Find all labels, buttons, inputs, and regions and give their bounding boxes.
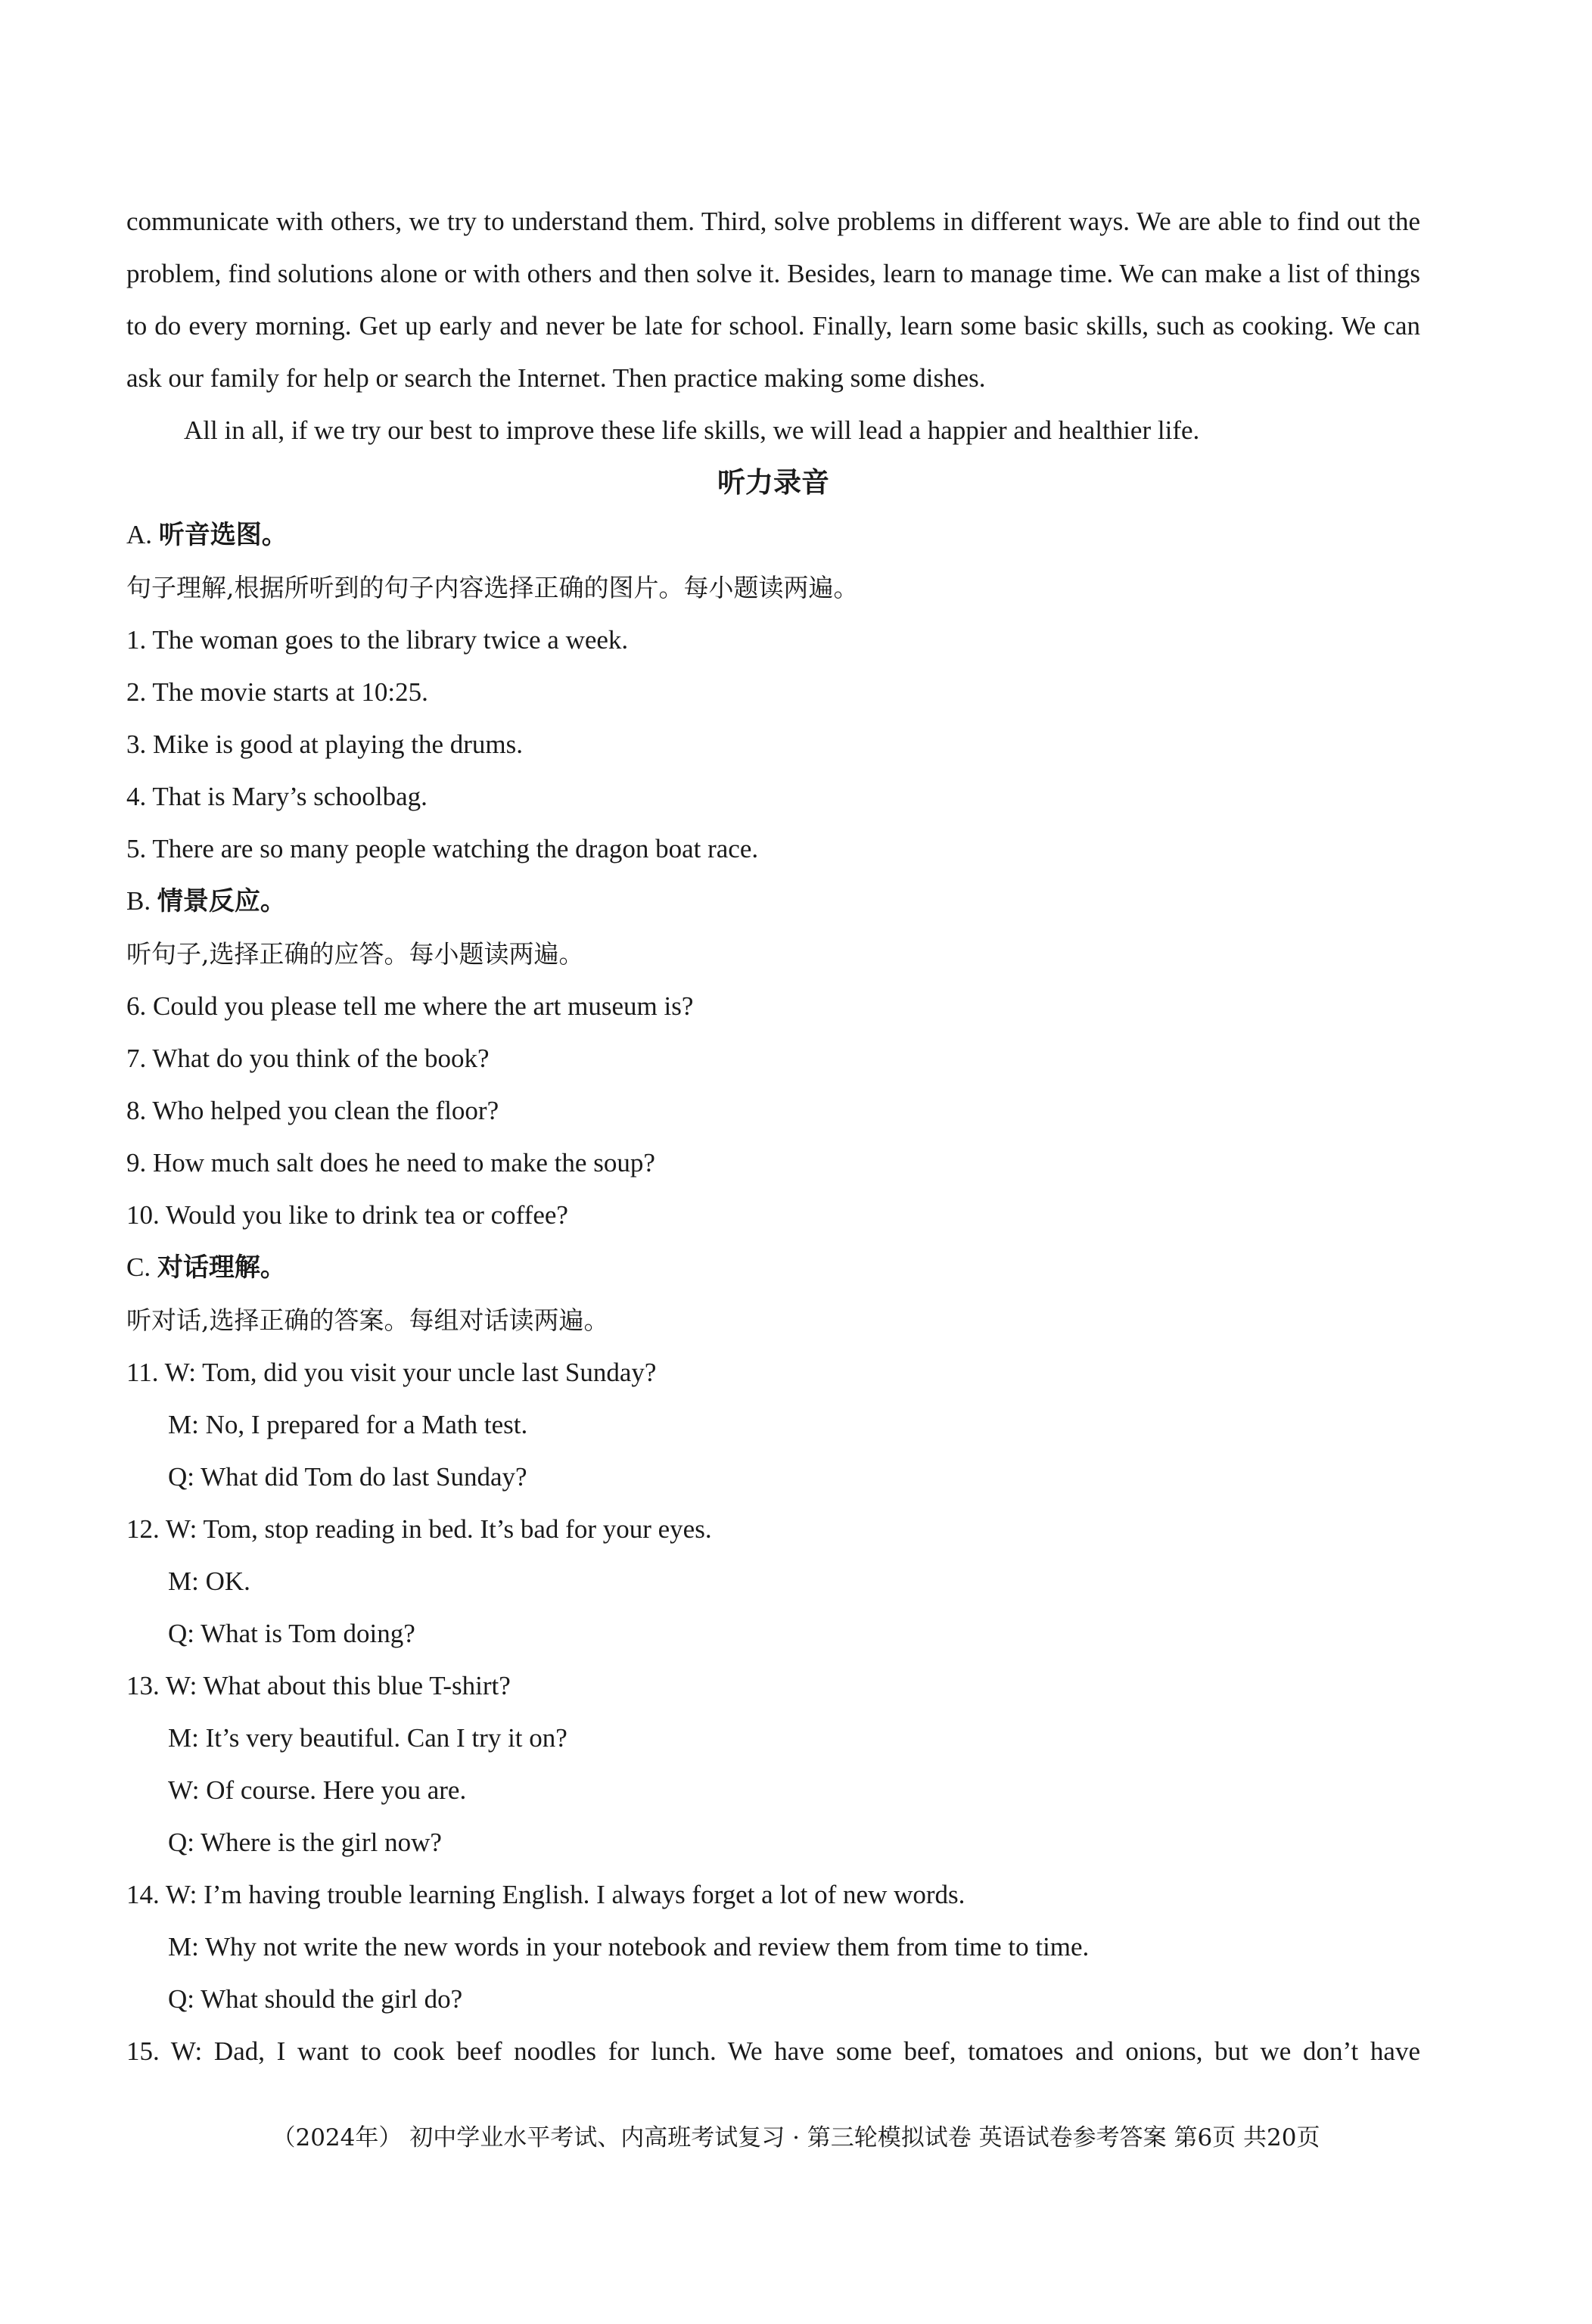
question-4: 4. That is Mary’s schoolbag. [126,782,428,811]
question-2: 2. The movie starts at 10:25. [126,677,428,707]
dialogue-14-line-1: 14. W: I’m having trouble learning English. I always forget a lot of new words. [126,1880,965,1909]
dialogue-11-line-1: 11. W: Tom, did you visit your uncle last Sunday? [126,1358,657,1387]
section-a-letter: A. [126,520,159,549]
dialogue-11-line-3: Q: What did Tom do last Sunday? [168,1462,527,1492]
listening-title: 听力录音 [717,466,829,499]
question-3: 3. Mike is good at playing the drums. [126,730,523,759]
intro-paragraph-1: communicate with others, we try to understand them. Third, solve problems in different ways. We are able to find out the problem, find solutions alone or with others and then solve it. Besides, learn to manage time. We can make a list of things to do every morning. Get up early and never be late for school. Finally, learn some basic skills, such as cooking. We can ask our family for help or search the Internet. Then practice making some dishes. [126,207,1420,393]
question-8: 8. Who helped you clean the floor? [126,1096,499,1125]
dialogue-13-line-4: Q: Where is the girl now? [168,1828,442,1857]
section-b-title: 情景反应。 [157,886,286,916]
question-9: 9. How much salt does he need to make the soup? [126,1148,655,1178]
dialogue-12-line-1: 12. W: Tom, stop reading in bed. It’s bad for your eyes. [126,1514,712,1544]
dialogue-12-line-2: M: OK. [168,1566,250,1596]
question-5: 5. There are so many people watching the dragon boat race. [126,834,759,863]
dialogue-12-line-3: Q: What is Tom doing? [168,1619,415,1648]
question-10: 10. Would you like to drink tea or coffee? [126,1200,568,1230]
page-footer: （2024年） 初中学业水平考试、内高班考试复习 · 第三轮模拟试卷 英语试卷参考答案 第6页 共20页 [272,2124,1320,2151]
section-b-letter: B. [126,886,157,916]
dialogue-14-line-2: M: Why not write the new words in your notebook and review them from time to time. [168,1932,1090,1962]
section-c-letter: C. [126,1252,157,1282]
section-b-heading [126,875,1420,928]
dialogue-15-line-1: 15. W: Dad, I want to cook beef noodles for lunch. We have some beef, tomatoes and onions, but we don’t have [126,2036,1420,2066]
section-a-heading [126,509,1420,562]
document-page [126,195,1420,2077]
section-a-title: 听音选图。 [158,520,288,550]
question-6: 6. Could you please tell me where the art museum is? [126,991,694,1021]
intro-paragraph-2: All in all, if we try our best to improve these life skills, we will lead a happier and healthier life. [184,415,1200,445]
question-1: 1. The woman goes to the library twice a week. [126,625,629,655]
section-c-heading [126,1241,1420,1294]
section-b-instruction: 听句子,选择正确的应答。每小题读两遍。 [126,939,584,969]
dialogue-11-line-2: M: No, I prepared for a Math test. [168,1410,528,1439]
dialogue-14-line-3: Q: What should the girl do? [168,1984,463,2014]
dialogue-13-line-2: M: It’s very beautiful. Can I try it on? [168,1723,567,1753]
section-a-instruction: 句子理解,根据所听到的句子内容选择正确的图片。每小题读两遍。 [126,573,859,602]
section-c-title: 对话理解。 [157,1252,286,1283]
section-c-instruction: 听对话,选择正确的答案。每组对话读两遍。 [126,1305,609,1335]
question-7: 7. What do you think of the book? [126,1044,490,1073]
dialogue-13-line-3: W: Of course. Here you are. [168,1775,467,1805]
dialogue-13-line-1: 13. W: What about this blue T-shirt? [126,1671,511,1700]
